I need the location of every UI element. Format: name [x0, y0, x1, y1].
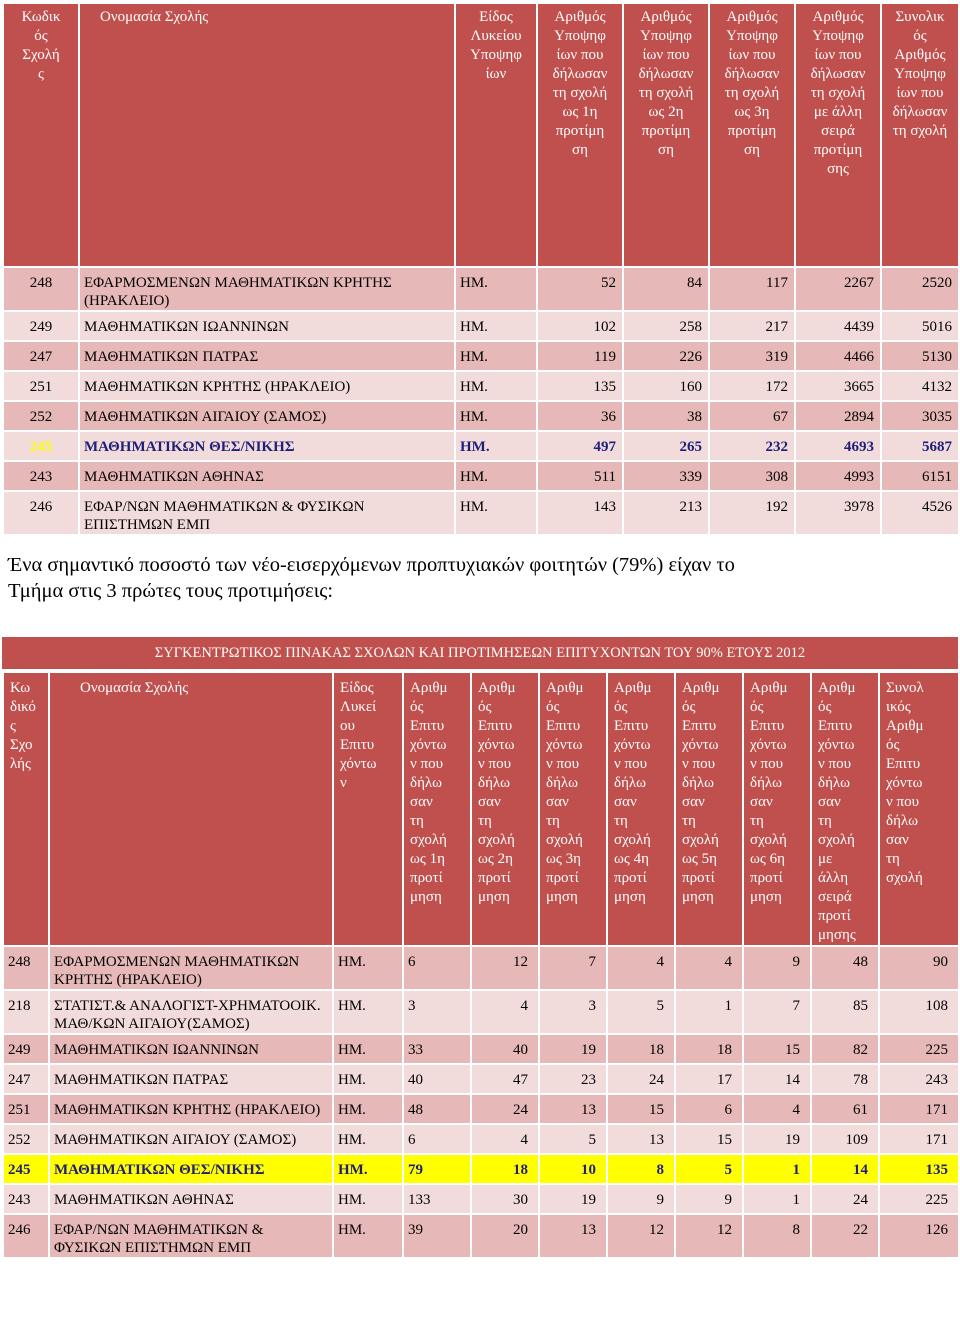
- header-pref-6: Αριθμ ός Επιτυ χόντω ν που δήλω σαν τη σχολή ως 6η προτί μηση: [743, 672, 811, 946]
- total: 4526: [881, 491, 959, 535]
- pref-4: 5: [607, 990, 675, 1034]
- pref-5: 12: [675, 1214, 743, 1258]
- pref-4: 18: [607, 1034, 675, 1064]
- header-pref-3: Αριθμ ός Επιτυ χόντω ν που δήλω σαν τη σχολή ως 3η προτί μηση: [539, 672, 607, 946]
- pref-other: 48: [811, 946, 879, 990]
- school-code: 249: [3, 1034, 49, 1064]
- school-name: ΕΦΑΡΜΟΣΜΕΝΩΝ ΜΑΘΗΜΑΤΙΚΩΝ ΚΡΗΤΗΣ (ΗΡΑΚΛΕΙΟ): [79, 267, 455, 311]
- lyceum-type: ΗΜ.: [333, 990, 403, 1034]
- pref-other: 14: [811, 1154, 879, 1184]
- header-total: Συνολικ ός Αριθμός Υποψηφ ίων που δήλωσαν τη σχολή: [881, 3, 959, 267]
- successful-candidates-table: [2, 671, 960, 1259]
- table-row: [3, 311, 959, 341]
- pref-2: 258: [623, 311, 709, 341]
- total: 126: [879, 1214, 959, 1258]
- pref-4: 8: [607, 1154, 675, 1184]
- school-code: 247: [3, 1064, 49, 1094]
- school-code: 252: [3, 401, 79, 431]
- pref-2: 265: [623, 431, 709, 461]
- lyceum-type: ΗΜ.: [455, 311, 537, 341]
- pref-1: 511: [537, 461, 623, 491]
- summary-paragraph: [8, 552, 948, 604]
- pref-5: 9: [675, 1184, 743, 1214]
- pref-1: 143: [537, 491, 623, 535]
- pref-2: 4: [471, 990, 539, 1034]
- table-row: [3, 1214, 959, 1258]
- pref-4: 4: [607, 946, 675, 990]
- header-lyceum-type: Είδος Λυκεί ου Επιτυ χόντω ν: [333, 672, 403, 946]
- pref-3: 7: [539, 946, 607, 990]
- pref-other: 2894: [795, 401, 881, 431]
- lyceum-type: ΗΜ.: [333, 1064, 403, 1094]
- pref-6: 4: [743, 1094, 811, 1124]
- pref-3: 5: [539, 1124, 607, 1154]
- total: 171: [879, 1124, 959, 1154]
- table-row: [3, 461, 959, 491]
- summary-line-1: Ένα σημαντικό ποσοστό των νέο-εισερχόμενων προπτυχιακών φοιτητών (79%) είχαν το: [8, 554, 735, 576]
- lyceum-type: ΗΜ.: [455, 341, 537, 371]
- pref-3: 13: [539, 1094, 607, 1124]
- pref-2: 40: [471, 1034, 539, 1064]
- pref-3: 232: [709, 431, 795, 461]
- pref-1: 52: [537, 267, 623, 311]
- pref-4: 15: [607, 1094, 675, 1124]
- pref-other: 61: [811, 1094, 879, 1124]
- table-row: [3, 341, 959, 371]
- total: 3035: [881, 401, 959, 431]
- school-name: ΜΑΘΗΜΑΤΙΚΩΝ ΠΑΤΡΑΣ: [79, 341, 455, 371]
- pref-1: 6: [403, 1124, 471, 1154]
- school-code: 218: [3, 990, 49, 1034]
- pref-1: 39: [403, 1214, 471, 1258]
- table-row: [3, 1064, 959, 1094]
- pref-other: 82: [811, 1034, 879, 1064]
- pref-3: 319: [709, 341, 795, 371]
- pref-5: 15: [675, 1124, 743, 1154]
- pref-1: 133: [403, 1184, 471, 1214]
- pref-other: 4466: [795, 341, 881, 371]
- school-code: 246: [3, 491, 79, 535]
- pref-6: 1: [743, 1154, 811, 1184]
- total: 2520: [881, 267, 959, 311]
- pref-3: 117: [709, 267, 795, 311]
- pref-1: 135: [537, 371, 623, 401]
- total: 6151: [881, 461, 959, 491]
- header-code: Κωδικ ός Σχολή ς: [3, 3, 79, 267]
- pref-3: 3: [539, 990, 607, 1034]
- table-row: [3, 1034, 959, 1064]
- pref-3: 192: [709, 491, 795, 535]
- header-pref-5: Αριθμ ός Επιτυ χόντω ν που δήλω σαν τη σχολή ως 5η προτί μηση: [675, 672, 743, 946]
- pref-other: 22: [811, 1214, 879, 1258]
- pref-other: 78: [811, 1064, 879, 1094]
- summary-line-2: Τμήμα στις 3 πρώτες τους προτιμήσεις:: [8, 580, 334, 602]
- total: 135: [879, 1154, 959, 1184]
- pref-6: 1: [743, 1184, 811, 1214]
- school-name: ΕΦΑΡΜΟΣΜΕΝΩΝ ΜΑΘΗΜΑΤΙΚΩΝ ΚΡΗΤΗΣ (ΗΡΑΚΛΕΙΟ): [49, 946, 333, 990]
- pref-1: 6: [403, 946, 471, 990]
- header-school-name: Ονομασία Σχολής: [79, 3, 455, 267]
- pref-3: 67: [709, 401, 795, 431]
- header-code: Κω δικό ς Σχο λής: [3, 672, 49, 946]
- table-row: [3, 267, 959, 311]
- pref-6: 9: [743, 946, 811, 990]
- header-pref-4: Αριθμ ός Επιτυ χόντω ν που δήλω σαν τη σχολή ως 4η προτί μηση: [607, 672, 675, 946]
- pref-2: 12: [471, 946, 539, 990]
- lyceum-type: ΗΜ.: [455, 267, 537, 311]
- table-row-highlighted: [3, 1154, 959, 1184]
- pref-1: 497: [537, 431, 623, 461]
- applicants-table: [2, 2, 960, 536]
- lyceum-type: ΗΜ.: [455, 491, 537, 535]
- pref-6: 7: [743, 990, 811, 1034]
- table-row: [3, 1094, 959, 1124]
- pref-6: 15: [743, 1034, 811, 1064]
- total: 90: [879, 946, 959, 990]
- lyceum-type: ΗΜ.: [333, 946, 403, 990]
- pref-other: 109: [811, 1124, 879, 1154]
- header-school-name: Ονομασία Σχολής: [49, 672, 333, 946]
- total: 243: [879, 1064, 959, 1094]
- pref-3: 308: [709, 461, 795, 491]
- pref-2: 30: [471, 1184, 539, 1214]
- table-row: [3, 990, 959, 1034]
- school-name: ΜΑΘΗΜΑΤΙΚΩΝ ΑΙΓΑΙΟΥ (ΣΑΜΟΣ): [49, 1124, 333, 1154]
- school-code: 248: [3, 946, 49, 990]
- total: 5130: [881, 341, 959, 371]
- pref-1: 102: [537, 311, 623, 341]
- lyceum-type: ΗΜ.: [455, 431, 537, 461]
- pref-2: 20: [471, 1214, 539, 1258]
- total: 4132: [881, 371, 959, 401]
- pref-5: 6: [675, 1094, 743, 1124]
- pref-other: 85: [811, 990, 879, 1034]
- pref-other: 4439: [795, 311, 881, 341]
- table-row: [3, 1124, 959, 1154]
- pref-2: 339: [623, 461, 709, 491]
- pref-6: 8: [743, 1214, 811, 1258]
- total: 171: [879, 1094, 959, 1124]
- pref-3: 217: [709, 311, 795, 341]
- table-row: [3, 401, 959, 431]
- school-code: 251: [3, 371, 79, 401]
- school-name: ΜΑΘΗΜΑΤΙΚΩΝ ΙΩΑΝΝΙΝΩΝ: [79, 311, 455, 341]
- pref-2: 4: [471, 1124, 539, 1154]
- pref-1: 48: [403, 1094, 471, 1124]
- pref-other: 4693: [795, 431, 881, 461]
- summary-table-caption: ΣΥΓΚΕΝΤΡΩΤΙΚΟΣ ΠΙΝΑΚΑΣ ΣΧΟΛΩΝ ΚΑΙ ΠΡΟΤΙΜΗΣΕΩΝ ΕΠΙΤΥΧΟΝΤΩΝ ΤΟΥ 90% ΕΤΟΥΣ 2012: [2, 637, 958, 669]
- pref-2: 38: [623, 401, 709, 431]
- school-name: ΣΤΑΤΙΣΤ.& ΑΝΑΛΟΓΙΣΤ-ΧΡΗΜΑΤΟΟΙΚ. ΜΑΘ/ΚΩΝ ΑΙΓΑΙΟΥ(ΣΑΜΟΣ): [49, 990, 333, 1034]
- lyceum-type: ΗΜ.: [333, 1124, 403, 1154]
- header-total: Συνολ ικός Αριθμ ός Επιτυ χόντω ν που δήλω σαν τη σχολή: [879, 672, 959, 946]
- school-code: 251: [3, 1094, 49, 1124]
- pref-2: 47: [471, 1064, 539, 1094]
- pref-4: 13: [607, 1124, 675, 1154]
- pref-6: 14: [743, 1064, 811, 1094]
- pref-6: 19: [743, 1124, 811, 1154]
- header-pref-2: Αριθμ ός Επιτυ χόντω ν που δήλω σαν τη σχολή ως 2η προτί μηση: [471, 672, 539, 946]
- school-name: ΜΑΘΗΜΑΤΙΚΩΝ ΘΕΣ/ΝΙΚΗΣ: [49, 1154, 333, 1184]
- pref-other: 3978: [795, 491, 881, 535]
- school-name: ΕΦΑΡ/ΝΩΝ ΜΑΘΗΜΑΤΙΚΩΝ & ΦΥΣΙΚΩΝ ΕΠΙΣΤΗΜΩΝ ΕΜΠ: [49, 1214, 333, 1258]
- total: 225: [879, 1184, 959, 1214]
- total: 225: [879, 1034, 959, 1064]
- total: 108: [879, 990, 959, 1034]
- header-pref-1: Αριθμός Υποψηφ ίων που δήλωσαν τη σχολή ως 1η προτίμη ση: [537, 3, 623, 267]
- pref-other: 24: [811, 1184, 879, 1214]
- pref-2: 160: [623, 371, 709, 401]
- table-row: [3, 1184, 959, 1214]
- pref-3: 10: [539, 1154, 607, 1184]
- table-row: [3, 371, 959, 401]
- school-name: ΜΑΘΗΜΑΤΙΚΩΝ ΚΡΗΤΗΣ (ΗΡΑΚΛΕΙΟ): [79, 371, 455, 401]
- table-row-highlighted: [3, 431, 959, 461]
- pref-2: 226: [623, 341, 709, 371]
- pref-5: 5: [675, 1154, 743, 1184]
- lyceum-type: ΗΜ.: [333, 1184, 403, 1214]
- school-code: 243: [3, 461, 79, 491]
- pref-1: 119: [537, 341, 623, 371]
- pref-other: 2267: [795, 267, 881, 311]
- header-pref-2: Αριθμός Υποψηφ ίων που δήλωσαν τη σχολή ως 2η προτίμη ση: [623, 3, 709, 267]
- school-name: ΜΑΘΗΜΑΤΙΚΩΝ ΑΘΗΝΑΣ: [49, 1184, 333, 1214]
- pref-5: 1: [675, 990, 743, 1034]
- lyceum-type: ΗΜ.: [455, 401, 537, 431]
- pref-2: 84: [623, 267, 709, 311]
- pref-5: 18: [675, 1034, 743, 1064]
- school-code: 246: [3, 1214, 49, 1258]
- lyceum-type: ΗΜ.: [333, 1034, 403, 1064]
- school-name: ΜΑΘΗΜΑΤΙΚΩΝ ΘΕΣ/ΝΙΚΗΣ: [79, 431, 455, 461]
- total: 5687: [881, 431, 959, 461]
- header-pref-other: Αριθμός Υποψηφ ίων που δήλωσαν τη σχολή με άλλη σειρά προτίμη σης: [795, 3, 881, 267]
- school-code: 245: [3, 431, 79, 461]
- school-name: ΜΑΘΗΜΑΤΙΚΩΝ ΑΘΗΝΑΣ: [79, 461, 455, 491]
- school-name: ΜΑΘΗΜΑΤΙΚΩΝ ΙΩΑΝΝΙΝΩΝ: [49, 1034, 333, 1064]
- pref-3: 19: [539, 1034, 607, 1064]
- lyceum-type: ΗΜ.: [455, 371, 537, 401]
- pref-2: 213: [623, 491, 709, 535]
- pref-3: 23: [539, 1064, 607, 1094]
- school-code: 243: [3, 1184, 49, 1214]
- pref-3: 19: [539, 1184, 607, 1214]
- school-name: ΜΑΘΗΜΑΤΙΚΩΝ ΠΑΤΡΑΣ: [49, 1064, 333, 1094]
- table-row: [3, 946, 959, 990]
- pref-1: 36: [537, 401, 623, 431]
- header-lyceum-type: Είδος Λυκείου Υποψηφ ίων: [455, 3, 537, 267]
- pref-4: 9: [607, 1184, 675, 1214]
- pref-3: 13: [539, 1214, 607, 1258]
- header-pref-3: Αριθμός Υποψηφ ίων που δήλωσαν τη σχολή ως 3η προτίμη ση: [709, 3, 795, 267]
- pref-4: 24: [607, 1064, 675, 1094]
- pref-other: 4993: [795, 461, 881, 491]
- total: 5016: [881, 311, 959, 341]
- pref-other: 3665: [795, 371, 881, 401]
- lyceum-type: ΗΜ.: [333, 1094, 403, 1124]
- pref-1: 40: [403, 1064, 471, 1094]
- school-code: 245: [3, 1154, 49, 1184]
- pref-1: 33: [403, 1034, 471, 1064]
- school-code: 247: [3, 341, 79, 371]
- header-pref-other: Αριθμ ός Επιτυ χόντω ν που δήλω σαν τη σχολή με άλλη σειρά προτί μησης: [811, 672, 879, 946]
- school-code: 249: [3, 311, 79, 341]
- school-name: ΕΦΑΡ/ΝΩΝ ΜΑΘΗΜΑΤΙΚΩΝ & ΦΥΣΙΚΩΝ ΕΠΙΣΤΗΜΩΝ ΕΜΠ: [79, 491, 455, 535]
- school-code: 252: [3, 1124, 49, 1154]
- pref-5: 4: [675, 946, 743, 990]
- pref-2: 24: [471, 1094, 539, 1124]
- pref-1: 3: [403, 990, 471, 1034]
- lyceum-type: ΗΜ.: [455, 461, 537, 491]
- pref-4: 12: [607, 1214, 675, 1258]
- lyceum-type: ΗΜ.: [333, 1214, 403, 1258]
- header-pref-1: Αριθμ ός Επιτυ χόντω ν που δήλω σαν τη σχολή ως 1η προτί μηση: [403, 672, 471, 946]
- school-code: 248: [3, 267, 79, 311]
- pref-1: 79: [403, 1154, 471, 1184]
- school-name: ΜΑΘΗΜΑΤΙΚΩΝ ΚΡΗΤΗΣ (ΗΡΑΚΛΕΙΟ): [49, 1094, 333, 1124]
- pref-3: 172: [709, 371, 795, 401]
- pref-2: 18: [471, 1154, 539, 1184]
- school-name: ΜΑΘΗΜΑΤΙΚΩΝ ΑΙΓΑΙΟΥ (ΣΑΜΟΣ): [79, 401, 455, 431]
- table-row: [3, 491, 959, 535]
- lyceum-type: ΗΜ.: [333, 1154, 403, 1184]
- pref-5: 17: [675, 1064, 743, 1094]
